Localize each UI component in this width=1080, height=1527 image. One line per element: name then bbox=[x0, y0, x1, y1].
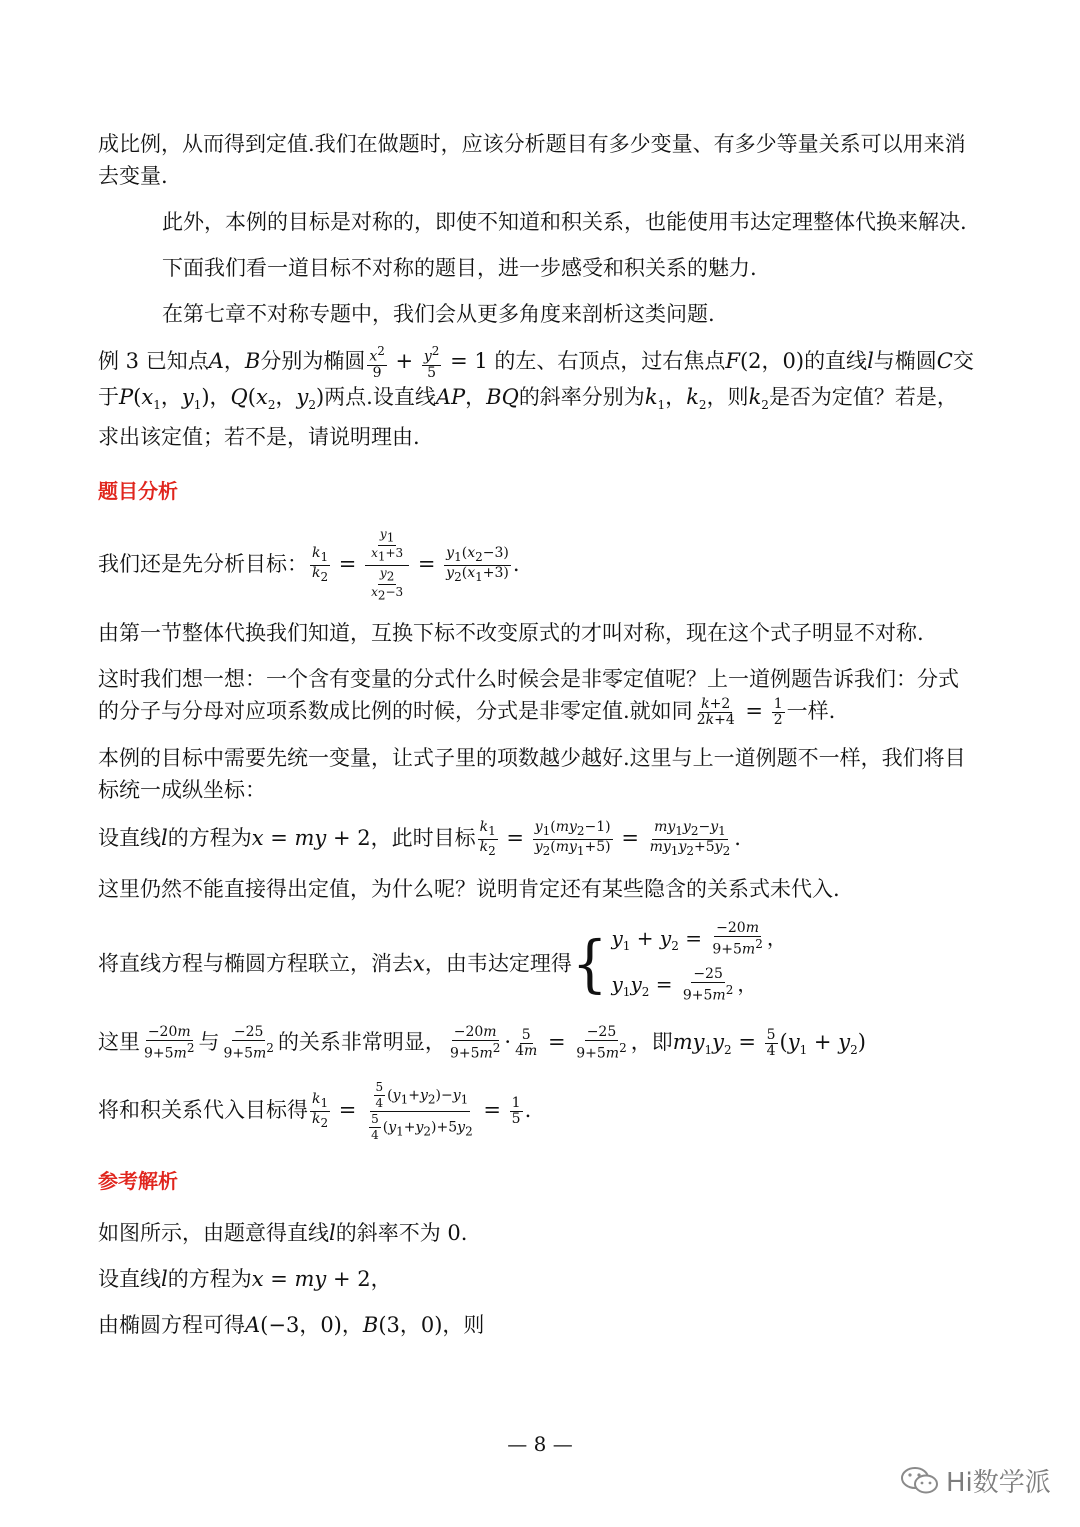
wechat-icon bbox=[900, 1465, 940, 1497]
analysis-4: 本例的目标中需要先统一变量，让式子里的项数越少越好.这里与上一道例题不一样，我们将目标统一成纵坐标： bbox=[98, 746, 966, 803]
watermark bbox=[900, 1462, 1051, 1499]
analysis-3: 这时我们想一想：一个含有变量的分式什么时候会是非零定值呢？上一道例题告诉我们：分式的分子与分母对应项系数成比例的时候，分式是非零定值.就如同 $\frac{k+2}{2k+4}$ = $\frac{1}{2}$ 一样. bbox=[98, 667, 959, 729]
paragraph-4: 在第七章不对称专题中，我们会从更多角度来剖析这类问题. bbox=[162, 302, 715, 326]
analysis-5: 设直线l的方程为x = my + 2，此时目标 $\frac{k_1}{k_2}$ = $\frac{y_1(my_2-1)}{y_2(my_1+5)}$ = $\frac{my_1y_2-y_1}{my_1y_2+5y_2}$ . bbox=[98, 819, 741, 858]
heading-analysis: 题目分析 bbox=[98, 478, 178, 503]
paragraph-1: 成比例，从而得到定值.我们在做题时，应该分析题目有多少变量、有多少等量关系可以用来消去变量. bbox=[98, 132, 966, 188]
solution-3: 由椭圆方程可得A(−3，0)，B(3，0)，则 bbox=[98, 1313, 485, 1338]
analysis-7: 将直线方程与椭圆方程联立，消去x，由韦达定理得 { $y_1 + y_2$ = $\frac{-20m}{9+5m^2}$ ， $y_1y_2$ = $\frac{-25}{9+5m^2}$ ， bbox=[98, 920, 787, 1004]
page-number: — 8 — bbox=[507, 1432, 573, 1456]
document-body bbox=[98, 128, 978, 1355]
watermark-text: Hi数学派 bbox=[946, 1468, 1051, 1498]
analysis-2: 由第一节整体代换我们知道，互换下标不改变原式的才叫对称，现在这个式子明显不对称. bbox=[98, 621, 924, 646]
analysis-9: 将和积关系代入目标得 $\frac{k_1}{k_2}$ = $\frac{5}{4}$ $(y_1+y_2)-y_1$ $\frac{5}{4}$ $(y_1+y_2)+5y_2$ = $\frac{1}{5}$ . bbox=[98, 1080, 532, 1143]
paragraph-2: 此外，本例的目标是对称的，即使不知道和积关系，也能使用韦达定理整体代换来解决. bbox=[162, 210, 967, 234]
example-3: 例 3 已知点A，B分别为椭圆 $\frac{x^2}{9}$ + $\frac{y^2}{5}$ = 1 的左、右顶点，过右焦点F(2，0)的直线l与椭圆C交于$P(x_1$，$y_1$)，$Q(x_2$，$y_2$)两点.设直线AP，BQ的斜率分别为$k_1$，$k_2$，则$k_2$是否为定值？若是，求出该定值；若不是，请说明理由. bbox=[98, 344, 974, 449]
analysis-goal: 我们还是先分析目标： $\frac{k_1}{k_2}$ = $\frac{\frac{y_1}{x_1+3}}{\frac{y_2}{x_2-3}}$ = $\frac{y_1(x_2-3)}{y_2(x_1+3)}$ . bbox=[98, 526, 520, 603]
heading-solution: 参考解析 bbox=[98, 1169, 178, 1194]
solution-1: 如图所示，由题意得直线l的斜率不为 0. bbox=[98, 1221, 468, 1246]
solution-2: 设直线l的方程为x = my + 2， bbox=[98, 1267, 392, 1292]
analysis-6: 这里仍然不能直接得出定值，为什么呢？说明肯定还有某些隐含的关系式未代入. bbox=[98, 877, 840, 901]
paragraph-3: 下面我们看一道目标不对称的题目，进一步感受和积关系的魅力. bbox=[162, 256, 757, 280]
analysis-8: 这里 $\frac{-20m}{9+5m^2}$ 与 $\frac{-25}{9+5m^2}$ 的关系非常明显， $\frac{-20m}{9+5m^2}$ · $\frac{5}{4m}$ = $\frac{-25}{9+5m^2}$ ，即$my_1y_2$ = $\frac{5}{4}$ $(y_1 + y_2)$ bbox=[98, 1024, 866, 1062]
